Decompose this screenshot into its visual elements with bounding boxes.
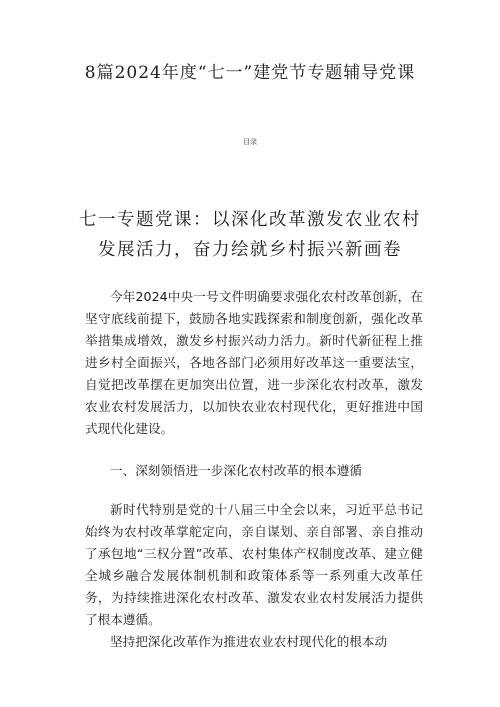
document-title: 8篇2024年度“七一”建党节专题辅导党课 <box>84 63 416 83</box>
subheading-one: 一、深刻领悟进一步深化农村改革的根本遵循 <box>110 463 362 478</box>
section-title: 七一专题党课：以深化改革激发农业农村发展活力，奋力绘就乡村振兴新画卷 <box>79 210 421 260</box>
paragraph-three: 坚持把深化改革作为推进农业农村现代化的根本动 <box>110 634 388 649</box>
paragraph-intro: 今年2024中央一号文件明确要求强化农村改革创新，在坚守底线前提下，鼓励各地实践探索和制度创新，强化改革举措集成增效，激发乡村振兴动力活力。新时代新征程上推进乡村全面振兴，各地各部门必须用好改革这一重要法宝，自觉把改革摆在更加突出位置，进一步深化农村改革，激发农业农村发展活力，以加快农业农村现代化，更好推进中国式现代化建设。 <box>85 289 423 436</box>
paragraph-two: 新时代特别是党的十八届三中全会以来，习近平总书记始终为农村改革掌舵定向，亲自谋划、亲自部署、亲自推动了承包地“三权分置”改革、农村集体产权制度改革、建立健全城乡融合发展体制机制和政策体系等一系列重大改革任务，为持续推进深化农村改革、激发农业农村发展活力提供了根本遵循。 <box>85 502 423 627</box>
toc-label: 目录 <box>243 138 257 146</box>
